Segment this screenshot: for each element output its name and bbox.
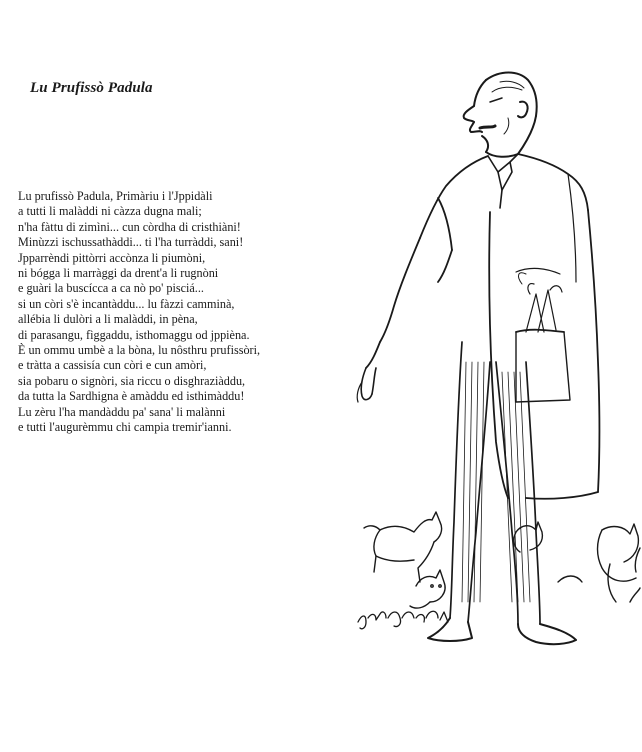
poem-line: Lu zèru l'ha mandàddu pa' sana' li malànni — [18, 404, 226, 419]
poem-line: È un ommu umbè a la bòna, lu nôsthru prufissòri, — [18, 343, 261, 358]
poem-line: e tràtta a cassisía cun còri e cun amòri, — [18, 358, 207, 373]
poem-line: e tutti l'augurèmmu chi campia tremir'ianni. — [18, 420, 232, 435]
poem-line: da tutta la Sardhigna è amàddu ed isthimàddu! — [18, 389, 245, 404]
artist-signature — [358, 611, 448, 629]
doctor-head — [464, 73, 537, 157]
poem-line: allébia li dulòri a li malàddi, in pèna, — [18, 312, 198, 327]
poem-line: di parasangu, fìggaddu, isthomaggu od jppièna. — [18, 327, 250, 342]
doctor-collar — [488, 154, 518, 208]
poem-line: a tutti li malàddi ni càzza dugna mali; — [18, 204, 202, 219]
poem-line: Minùzzi ischussathàddi... ti l'ha turràddi, sani! — [18, 235, 244, 250]
poem-line: n'ha fàttu di zimìni... cun còrdha di cristhiàni! — [18, 219, 241, 234]
poem-text — [18, 189, 348, 436]
doctor-trousers — [450, 342, 540, 624]
poem-line: Jpparrèndi pittòrri accònza li piumòni, — [18, 250, 206, 265]
cat-drawings — [364, 512, 640, 608]
doctor-hand — [357, 368, 376, 402]
page-title: Lu Prufissò Padula — [30, 80, 153, 96]
poem-line: si un còri s'è incantàddu... lu fàzzi camminà, — [18, 296, 235, 311]
caricature-illustration — [340, 62, 642, 662]
poem-line: ni bógga li marràggi da drent'a li rugnòni — [18, 266, 219, 281]
signature-text: Jmbroghey — [358, 646, 398, 656]
poem-line: sia pobaru o signòri, sia riccu o disghraziàddu, — [18, 373, 246, 388]
poem-line: Lu prufissò Padula, Primàriu i l'Jppidàli — [18, 189, 213, 203]
doctor-shoes — [428, 618, 576, 644]
poem-line: e guàri la buscícca a ca nò po' pisciá... — [18, 281, 204, 296]
